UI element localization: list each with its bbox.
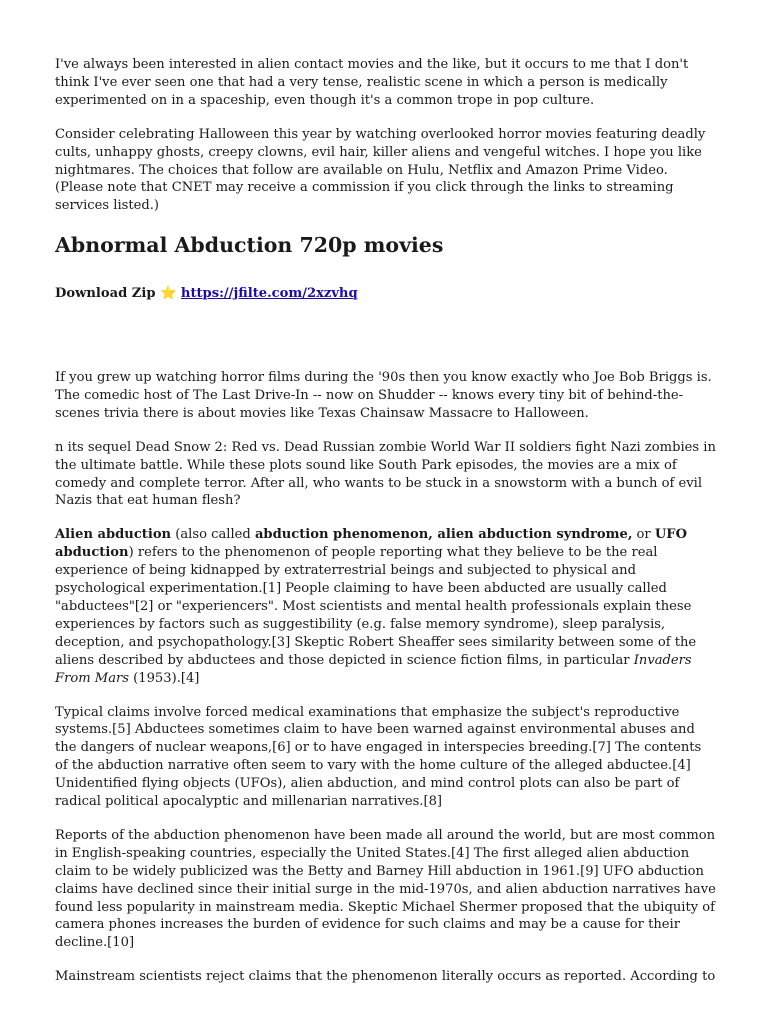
term-alien-abduction: Alien abduction <box>55 527 172 543</box>
text-segment: or <box>632 527 655 543</box>
term-abduction-phenomenon: abduction phenomenon, alien abduction syndrome, <box>254 527 633 543</box>
body-paragraph-2: n its sequel Dead Snow 2: Red vs. Dead Russian zombie World War II soldiers fight Nazi zombies in the ultimate battle. While these plots sound like South Park episodes, the movies are a mix of comedy and complete terror. After all, who wants to be stuck in a snowstorm with a bunch of evil Nazis that eat human flesh? <box>55 439 716 509</box>
download-arrow-icon: ⭐ <box>160 286 177 301</box>
body-paragraph-6: Mainstream scientists reject claims that the phenomenon literally occurs as reported. According to <box>55 969 716 985</box>
page-title: Abnormal Abduction 720p movies <box>55 233 444 258</box>
body-paragraph-1: If you grew up watching horror films during the '90s then you know exactly who Joe Bob Briggs is. The comedic host of The Last Drive-In -- now on Shudder -- knows every tiny bit of behind-the-scenes trivia there is about movies like Texas Chainsaw Massacre to Halloween. <box>55 370 712 421</box>
text-segment: ) refers to the phenomenon of people reporting what they believe to be the real experience of being kidnapped by extraterrestrial beings and subjected to physical and psychological experimentation.[1] People claiming to have been abducted are usually called "abductees"[2] or "experiencers". Most scientists and mental health professionals explain these experiences by factors such as suggestibility (e.g. false memory syndrome), sleep paralysis, deception, and psychopathology.[3] Skeptic Robert Sheaffer sees similarity between some of the aliens described by abductees and those depicted in science fiction films, in particular <box>55 545 697 668</box>
film-title: Invaders From Mars <box>55 652 692 686</box>
body-paragraph-5: Reports of the abduction phenomenon have been made all around the world, but are most common in English-speaking countries, especially the United States.[4] The first alleged alien abduction claim to be widely publicized was the Betty and Barney Hill abduction in 1961.[9] UFO abduction claims have declined since their initial surge in the mid-1970s, and alien abduction narratives have found less popularity in mainstream media. Skeptic Michael Shermer proposed that the ubiquity of camera phones increases the burden of evidence for such claims and may be a cause for their decline.[10] <box>55 827 716 951</box>
term-ufo-abduction: UFO abduction <box>55 527 687 561</box>
download-link[interactable]: https://jfilte.com/2xzvhq <box>180 286 358 301</box>
download-label: Download Zip <box>55 286 156 301</box>
intro-paragraph-1: I've always been interested in alien contact movies and the like, but it occurs to me that I don't think I've ever seen one that had a very tense, realistic scene in which a person is medically experimented on in a spaceship, even though it's a common trope in pop culture. <box>55 57 689 108</box>
body-paragraph-4: Typical claims involve forced medical examinations that emphasize the subject's reproductive systems.[5] Abductees sometimes claim to have been warned against environmental abuses and the dangers of nuclear weapons,[6] or to have engaged in interspecies breeding.[7] The contents of the abduction narrative often seem to vary with the home culture of the alleged abductee.[4] Unidentified flying objects (UFOs), alien abduction, and mind control plots can also be part of radical political apocalyptic and millenarian narratives.[8] <box>55 704 702 810</box>
download-line <box>55 285 358 303</box>
article-intro <box>55 56 717 259</box>
text-segment: (also called <box>171 527 255 543</box>
article-body <box>55 369 717 1002</box>
intro-paragraph-2: Consider celebrating Halloween this year by watching overlooked horror movies featuring deadly cults, unhappy ghosts, creepy clowns, evil hair, killer aliens and vengeful witches. I hope you like nightmares. The choices that follow are available on Hulu, Netflix and Amazon Prime Video. (Please note that CNET may receive a commission if you click through the links to streaming services listed.) <box>55 126 706 214</box>
body-paragraph-3 <box>55 526 717 687</box>
text-segment: (1953).[4] <box>129 670 200 686</box>
